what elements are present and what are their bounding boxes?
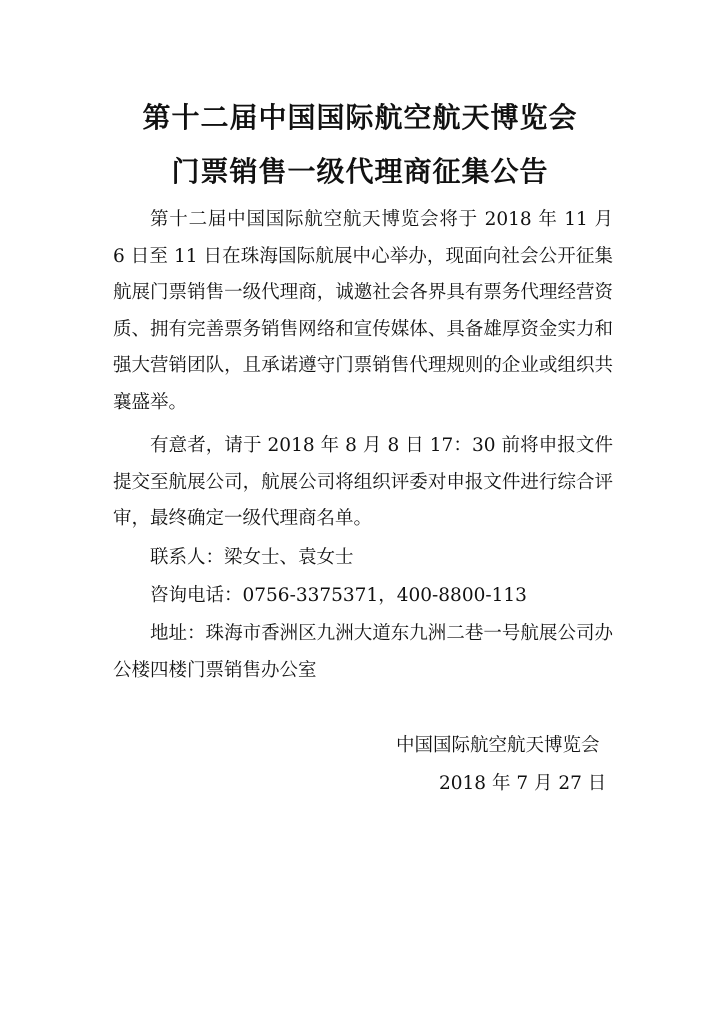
signature-organization: 中国国际航空航天博览会 (396, 735, 600, 756)
body-paragraph-2: 有意者，请于 2018 年 8 月 8 日 17：30 前将申报文件提交至航展公司，航展公司将组织评委对申报文件进行综合评审，最终确定一级代理商名单。 (113, 435, 613, 529)
contact-person: 联系人：梁女士、袁女士 (150, 547, 354, 568)
contact-phone: 咨询电话：0756-3375371，400-8800-113 (150, 585, 527, 606)
document-title-line-1: 第十二届中国国际航空航天博览会 (142, 101, 578, 134)
document-title-line-2: 门票销售一级代理商征集公告 (171, 155, 549, 188)
contact-address: 地址：珠海市香洲区九洲大道东九洲二巷一号航展公司办公楼四楼门票销售办公室 (113, 623, 613, 681)
body-paragraph-1: 第十二届中国国际航空航天博览会将于 2018 年 11 月 6 日至 11 日在珠海国际航展中心举办，现面向社会公开征集航展门票销售一级代理商，诚邀社会各界具有票务代理经营资质、拥有完善票务销售网络和宣传媒体、具备雄厚资金实力和强大营销团队，且承诺遵守门票销售代理规则的企业或组织共襄盛举。 (113, 209, 613, 413)
signature-date: 2018 年 7 月 27 日 (439, 773, 607, 794)
